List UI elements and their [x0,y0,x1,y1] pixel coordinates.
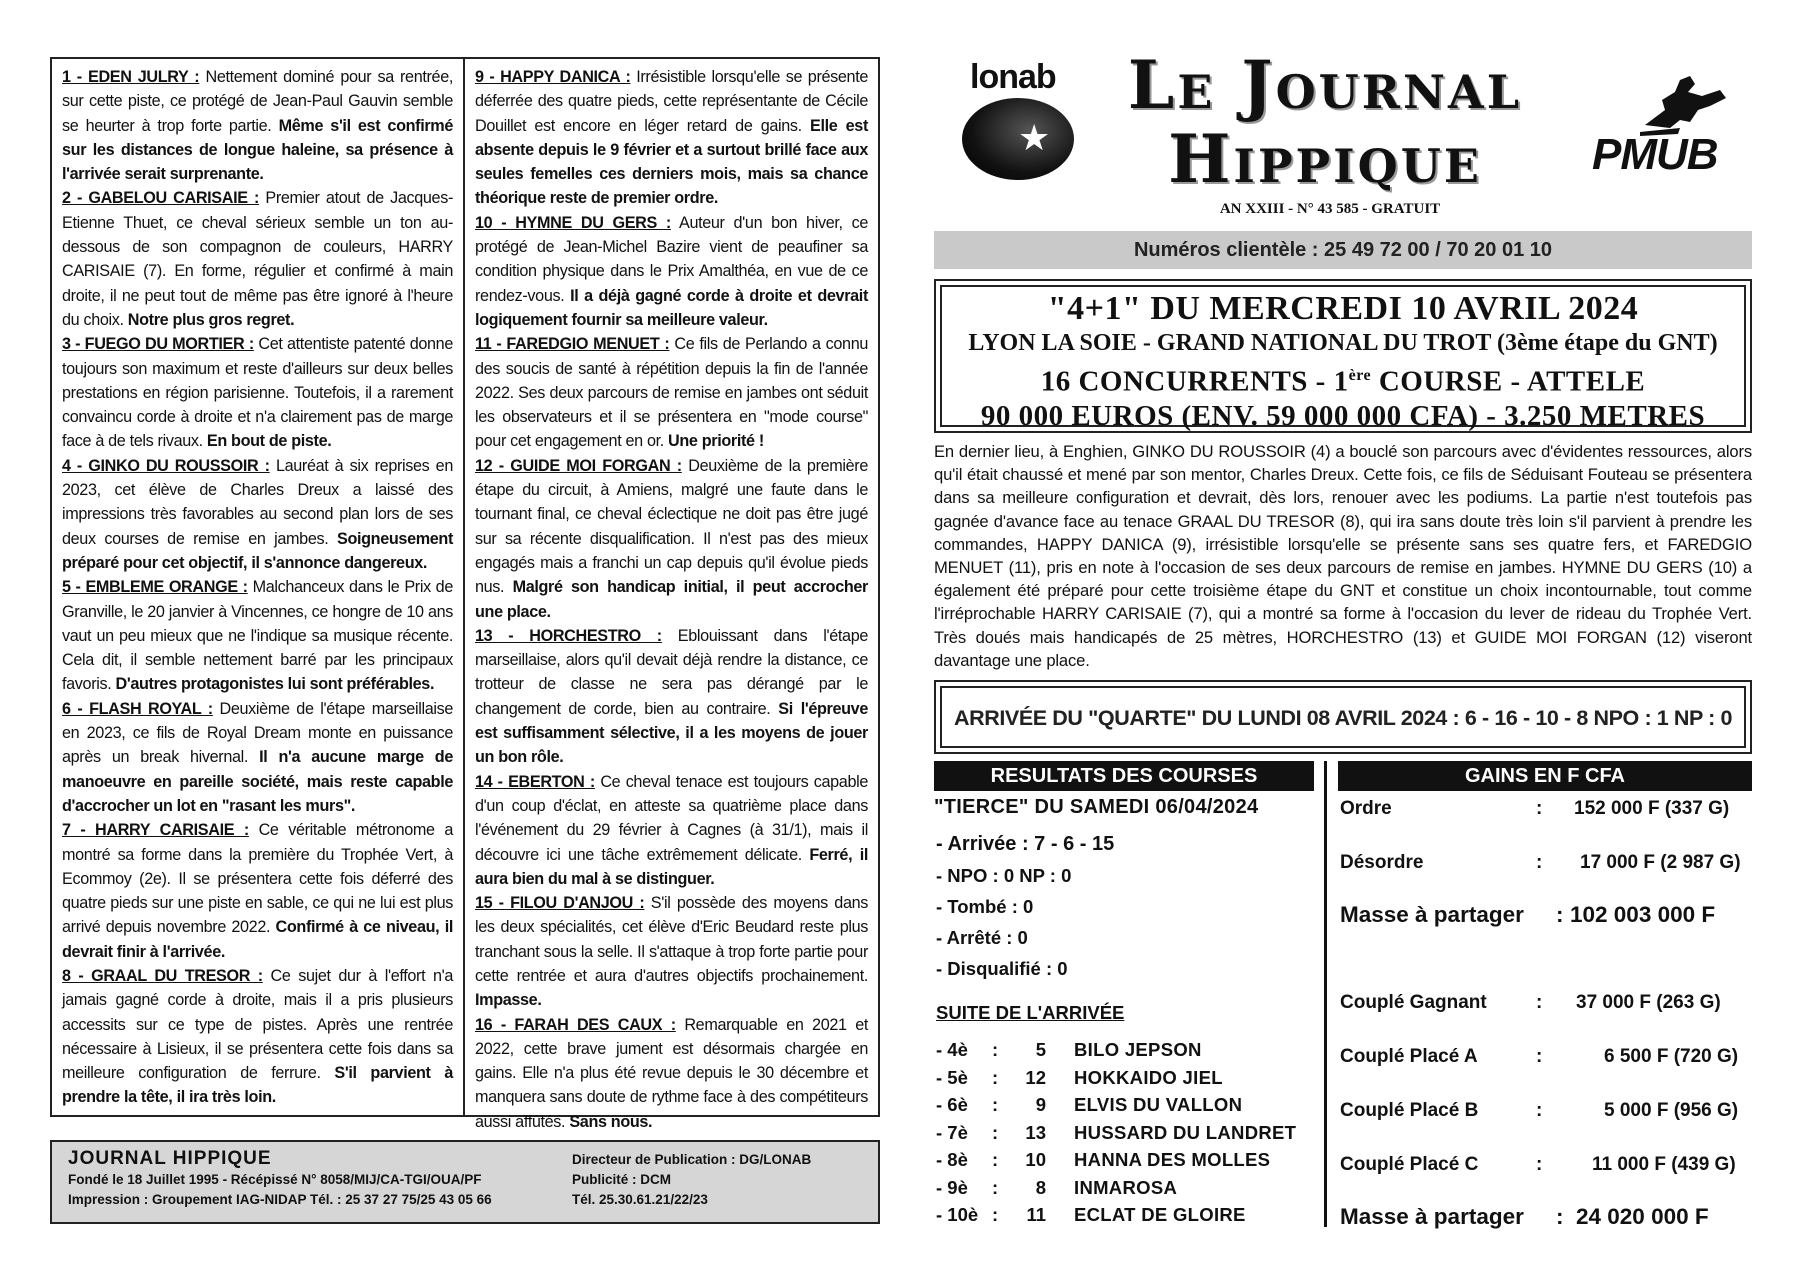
gains-header: GAINS EN F CFA [1338,761,1752,791]
result-row: - Disqualifié : 0 [936,958,1068,979]
gain-label: Désordre [1340,852,1424,873]
suite-place: - 9è [936,1176,968,1198]
imprint-printing: Impression : Groupement IAG-NIDAP Tél. : 25 37 27 75/25 43 05 66 [68,1192,492,1207]
horse-comment: Irrésistible lorsqu'elle se présente déferrée des quatre pieds, cette représentante de Cécile Douillet est encore en léger retard de gains. [475,68,868,135]
horse-comment: Nettement dominé pour sa rentrée, sur cette piste, ce protégé de Jean-Paul Gauvin semble se heurter à trop forte partie. [62,68,453,135]
horse-name: 4 - GINKO DU ROUSSOIR : [62,456,270,475]
gain-value: 24 020 000 F [1576,1204,1709,1229]
suite-number: 11 [1026,1204,1046,1225]
suite-horse-name: HANNA DES MOLLES [1074,1149,1271,1170]
newspaper-title [1095,48,1555,196]
result-row: - Tombé : 0 [936,896,1034,917]
horse-comment: Ce fils de Perlando a connu des soucis de santé à répétition depuis la fin de l'année 2022. Ses deux parcours de remise en jambes ont séduit les observateurs et il se présentera en "mode course" pour cet engagement en or. [475,335,868,451]
suite-title: SUITE DE L'ARRIVÉE [936,1002,1125,1023]
suite-horse-name: BILO JEPSON [1074,1039,1202,1060]
horse-verdict: Si l'épreuve est suffisamment sélective, il a les moyens de jouer un bon rôle. [475,699,868,767]
horse-comment: Premier atout de Jacques-Etienne Thuet, ce cheval sérieux semble un ton au-dessous de son compagnon de couleurs, HARRY CARISAIE (7). En forme, régulier et confirmé à main droite, il ne peut tout de même pas être ignoré à l'heure du choix. [62,189,453,329]
horse-verdict: D'autres protagonistes lui sont préférables. [115,675,435,694]
horse-comment: Ce sujet dur à l'effort n'a jamais gagné corde à droite, mais il a pris plusieurs accessits sur ce type de pistes. Après une rentrée nécessaire à Lisieux, il se présentera cette fois dans sa meilleure configuration de ferrure. [62,966,453,1083]
gain-row [1340,795,1760,822]
horse-entry [475,1013,868,1134]
horse-verdict: Même s'il est confirmé sur les distances de longue haleine, sa présence à l'arrivée serait surprenante. [62,116,453,184]
horse-name: 9 - HAPPY DANICA : [475,68,631,86]
imprint-director: Directeur de Publication : DG/LONAB [572,1152,812,1167]
result-row: - Arrêté : 0 [936,927,1028,948]
gain-colon: : [1536,798,1543,819]
gain-colon: : [1536,852,1543,873]
race-title-inner [940,285,1746,432]
horse-verdict: S'il parvient à prendre la tête, il ira très loin. [62,1064,453,1107]
imprint-advertising: Publicité : DCM [572,1172,672,1187]
imprint-right [572,1150,811,1210]
race-entrants-text: 16 CONCURRENTS - 1 [1040,365,1349,398]
horse-verdict: Confirmé à ce niveau, il devrait finir à l'arrivée. [62,918,453,961]
horse-verdict: Impasse. [475,991,542,1010]
suite-list [936,1036,1296,1229]
horse-verdict: En bout de piste. [206,432,332,451]
horse-entry [475,211,868,332]
suite-place: - 6è [936,1094,968,1115]
horse-verdict: Il n'a aucune marge de manoeuvre en pareille société, mais reste capable d'accrocher un lot en "rasant les murs". [62,748,453,815]
pmub-logo-text: PMUB [1592,130,1718,179]
gain-label: Couplé Gagnant [1340,992,1487,1013]
horse-name: 12 - GUIDE MOI FORGAN : [475,456,682,475]
commentary-column-1 [52,59,465,1115]
suite-separator: : [992,1094,999,1115]
suite-horse-name: INMAROSA [1074,1176,1178,1198]
horse-verdict: Sans nous. [569,1112,653,1131]
horse-name: 14 - EBERTON : [475,772,595,791]
suite-place: - 5è [936,1066,968,1088]
suite-row [936,1091,1296,1119]
race-entrants [942,359,1744,399]
horse-entry [475,454,868,624]
horse-entry [62,332,453,453]
imprint-phone: Tél. 25.30.61.21/22/23 [572,1192,708,1207]
suite-separator: : [992,1121,999,1143]
horse-name: 13 - HORCHESTRO : [475,626,662,645]
horse-entry [475,65,868,211]
pmub-logo [1570,70,1750,180]
horse-verdict: Malgré son handicap initial, il peut accrocher une place. [475,578,868,621]
suite-row [936,1119,1296,1147]
imprint-left [68,1148,492,1210]
horse-entry [475,624,868,770]
gain-value: 152 000 F (337 G) [1574,798,1730,819]
suite-place: - 8è [936,1149,968,1170]
suite-place: - 7è [936,1121,968,1143]
horse-entry [62,65,453,186]
horse-verdict: Ferré, il aura bien du mal à se distinguer. [475,845,868,888]
imprint-title: JOURNAL HIPPIQUE [68,1148,272,1169]
suite-number: 13 [1025,1121,1046,1143]
suite-number: 8 [1035,1176,1046,1198]
horse-name: 6 - FLASH ROYAL : [62,699,213,718]
horse-verdict: Il a déjà gagné corde à droite et devrait logiquement fournir sa meilleure valeur. [475,286,868,329]
result-row: - NPO : 0 NP : 0 [936,865,1072,886]
race-ordinal: ère [1348,367,1372,384]
race-venue: LYON LA SOIE - GRAND NATIONAL DU TROT (3ème étape du GNT) [968,330,1718,356]
race-summary: En dernier lieu, à Enghien, GINKO DU ROUSSOIR (4) a bouclé son parcours avec d'évidentes ressources, alors qu'il était chaussé et mené par son mentor, Charles Dreux. Cette fois, ce fils de Séduisant Fouteau se présentera dans sa meilleure configuration et devrait, dès lors, renouer avec les podiums. La partie n'est toutefois pas gagnée d'avance face au tenace GRAAL DU TRESOR (8), qui ira sans doute très loin s'il parvient à prendre les commandes, HAPPY DANICA (9), irrésistible lorsqu'elle se présente sans ses quatre fers, et FAREDGIO MENUET (11), pris en note à l'occasion de ses deux parcours de remise en jambes. HYMNE DU GERS (10) a également été préparé pour cette troisième étape du GNT et constitue un choix incontournable, tout comme l'irréprochable HARRY CARISAIE (7), qui a montré sa forme à l'occasion du lever de rideau du Trophée Vert. Très doués mais handicapés de 25 mètres, HORCHESTRO (13) et GUIDE MOI FORGAN (12) viseront davantage une place. [934,442,1752,670]
gain-colon: : [1556,1204,1564,1229]
gain-label: Couplé Placé A [1340,1046,1478,1067]
horse-comment: Malchanceux dans le Prix de Granville, le 20 janvier à Vincennes, ce hongre de 10 ans vaut un peu mieux que ne l'indique sa musique récente. Cela dit, il semble nettement barré par les principaux favoris. [62,578,453,694]
imprint-founded: Fondé le 18 Juillet 1995 - Récépissé N° 8058/MIJ/CA-TGI/OUA/PF [68,1172,482,1187]
gain-label: Masse à partager [1340,902,1524,927]
horse-entry [62,964,453,1110]
horse-name: 3 - FUEGO DU MORTIER : [62,335,254,354]
gain-label: Ordre [1340,798,1392,819]
suite-row [936,1201,1296,1229]
gain-row [1340,901,1760,928]
horse-comment: Ce véritable métronome a montré sa forme dans la première du Trophée Vert, à Ecommoy (2e). Il se présentera cette fois déferré des quatre pieds sur une piste en sable, ce qui ne lui est plus arrivé depuis novembre 2022. [62,821,453,937]
horse-name: 2 - GABELOU CARISAIE : [62,189,260,208]
edition-line: AN XXIII - N° 43 585 - GRATUIT [1219,201,1441,217]
gain-row [1340,849,1760,876]
suite-number: 12 [1025,1066,1046,1088]
horse-entry [475,770,868,891]
horse-name: 8 - GRAAL DU TRESOR : [62,966,263,985]
horse-comment: S'il possède des moyens dans les deux spécialités, cet élève d'Eric Beudard reste plus tranchant sous la selle. Il s'attaque à trop forte partie pour cette rentrée et aura d'autres objectifs prochainement. [475,894,868,985]
horse-name: 16 - FARAH DES CAUX : [475,1015,676,1034]
horse-verdict: Soigneusement préparé pour cet objectif, il s'annonce dangereux. [62,529,453,572]
lonab-logo [960,58,1080,183]
results-header: RESULTATS DES COURSES [934,761,1314,791]
newspaper-title-line1: Le Journal [1127,46,1523,124]
gain-colon: : [1536,1154,1543,1175]
gain-value: 37 000 F (263 G) [1576,992,1721,1013]
column-divider [1324,761,1327,1227]
quarte-result: ARRIVÉE DU "QUARTE" DU LUNDI 08 AVRIL 2024 : 6 - 16 - 10 - 8 NPO : 1 NP : 0 [940,686,1746,748]
horse-entry [475,891,868,1012]
horse-entry [475,332,868,453]
suite-separator: : [992,1039,999,1060]
suite-horse-name: ELVIS DU VALLON [1074,1094,1243,1115]
gain-colon: : [1536,992,1543,1013]
suite-row [936,1146,1296,1174]
suite-separator: : [992,1204,999,1225]
gain-colon: : [1556,902,1564,927]
race-title-box [934,279,1752,433]
gain-value: 17 000 F (2 987 G) [1580,852,1741,873]
horse-entry [62,697,453,818]
suite-horse-name: HOKKAIDO JIEL [1074,1066,1223,1088]
horse-comment: Eblouissant dans l'étape marseillaise, alors qu'il devait déjà rendre la distance, ce trotteur de classe ne sera pas dérangé par le changement de corde, bien au contraire. [475,626,868,718]
suite-place: - 10è [936,1204,979,1225]
suite-row [936,1174,1296,1202]
horse-verdict: Elle est absente depuis le 9 février et a surtout brillé face aux seules femelles ces derniers mois, mais sa chance théorique reste de premier ordre. [475,116,868,208]
horse-comment: Ce cheval tenace est toujours capable d'un coup d'éclat, en atteste sa quatrième place dans l'événement du 29 février à Cagnes (à 31/1), mais il découvre ici une tâche extrêmement délicate. [475,772,868,864]
gain-colon: : [1536,1046,1543,1067]
suite-place: - 4è [936,1039,968,1060]
horse-name: 1 - EDEN JULRY : [62,68,200,86]
race-purse: 90 000 EUROS (ENV. 59 000 000 CFA) - 3.250 METRES [980,399,1706,432]
horse-name: 10 - HYMNE DU GERS : [475,213,671,232]
newspaper-title-line2: Hippique [1168,120,1482,198]
gain-value: 6 500 F (720 G) [1604,1046,1739,1067]
gain-label: Couplé Placé B [1340,1100,1479,1121]
quarte-box [934,680,1752,754]
gain-value: 102 003 000 F [1570,902,1716,927]
suite-separator: : [992,1149,999,1170]
lonab-logo-text: lonab [970,58,1056,96]
gain-label: Masse à partager [1340,1204,1524,1229]
horse-comment: Deuxième de l'étape marseillaise en 2023, ce fils de Royal Dream monte en puissance après un break hivernal. [62,699,453,767]
gain-row [1340,1203,1760,1230]
tierce-results [936,829,1114,984]
star-icon: ★ [1018,117,1051,158]
suite-number: 10 [1025,1149,1046,1170]
horse-comment: Cet attentiste patenté donne toujours son maximum et reste d'ailleurs sur deux belles prestations en région parisienne. Toutefois, il a rarement convaincu corde à droite et n'a clairement pas de marge face à de tels rivaux. [62,335,453,451]
imprint-box [50,1140,880,1224]
horse-comment: Lauréat à six reprises en 2023, cet élève de Charles Dreux a laissé des impressions très favorables au second plan lors de ses deux courses de remise en jambes. [62,456,453,548]
gain-colon: : [1536,1100,1543,1121]
horse-entry [62,454,453,575]
gain-value: 11 000 F (439 G) [1592,1154,1736,1175]
horse-comment: Deuxième de la première étape du circuit, à Amiens, malgré une faute dans le tournant final, ce cheval éclectique ne doit pas être jugé sur sa récente disqualification. Il n'est pas des mieux engagés mais a franchi un cap depuis qu'il évolue pieds nus. [475,456,869,597]
horse-comment: Remarquable en 2021 et 2022, cette brave jument est désormais chargée en gains. Elle n'a plus été revue depuis le 30 décembre et manquera sans doute de rythme face à des compétiteurs aussi affûtés. [475,1015,868,1131]
horse-commentary-box [50,57,880,1131]
suite-number: 9 [1035,1094,1046,1115]
gain-row [1340,989,1760,1016]
tierce-title: "TIERCE" DU SAMEDI 06/04/2024 [934,796,1259,818]
gain-label: Couplé Placé C [1340,1154,1479,1175]
gain-row [1340,1043,1760,1070]
suite-row [936,1036,1296,1064]
race-title: "4+1" DU MERCREDI 10 AVRIL 2024 [1047,290,1639,327]
suite-row [936,1064,1296,1092]
horse-name: 15 - FILOU D'ANJOU : [475,894,645,913]
horse-name: 5 - EMBLEME ORANGE : [62,578,248,597]
horse-verdict: Une priorité ! [668,432,764,451]
gain-row [1340,1097,1760,1124]
gain-value: 5 000 F (956 G) [1604,1100,1739,1121]
suite-horse-name: ECLAT DE GLOIRE [1074,1204,1246,1225]
race-type: COURSE - ATTELE [1371,365,1646,398]
gain-row [1340,1151,1760,1178]
horse-name: 11 - FAREDGIO MENUET : [475,335,670,354]
commentary-column-2 [465,59,878,1131]
suite-horse-name: HUSSARD DU LANDRET [1074,1121,1297,1143]
horse-entry [62,575,453,696]
client-numbers-bar: Numéros clientèle : 25 49 72 00 / 70 20 01 10 [934,231,1752,269]
suite-separator: : [992,1066,999,1088]
horse-verdict: Notre plus gros regret. [127,310,295,329]
suite-separator: : [992,1176,999,1198]
horse-entry [62,186,453,332]
horse-entry [62,818,453,964]
suite-number: 5 [1035,1039,1046,1060]
result-row: - Arrivée : 7 - 6 - 15 [936,833,1115,855]
horse-comment: Auteur d'un bon hiver, ce protégé de Jean-Michel Bazire vient de peaufiner sa condition physique dans le Prix Amalthéa, en vue de ce rendez-vous. [475,213,868,305]
horse-name: 7 - HARRY CARISAIE : [62,821,249,840]
